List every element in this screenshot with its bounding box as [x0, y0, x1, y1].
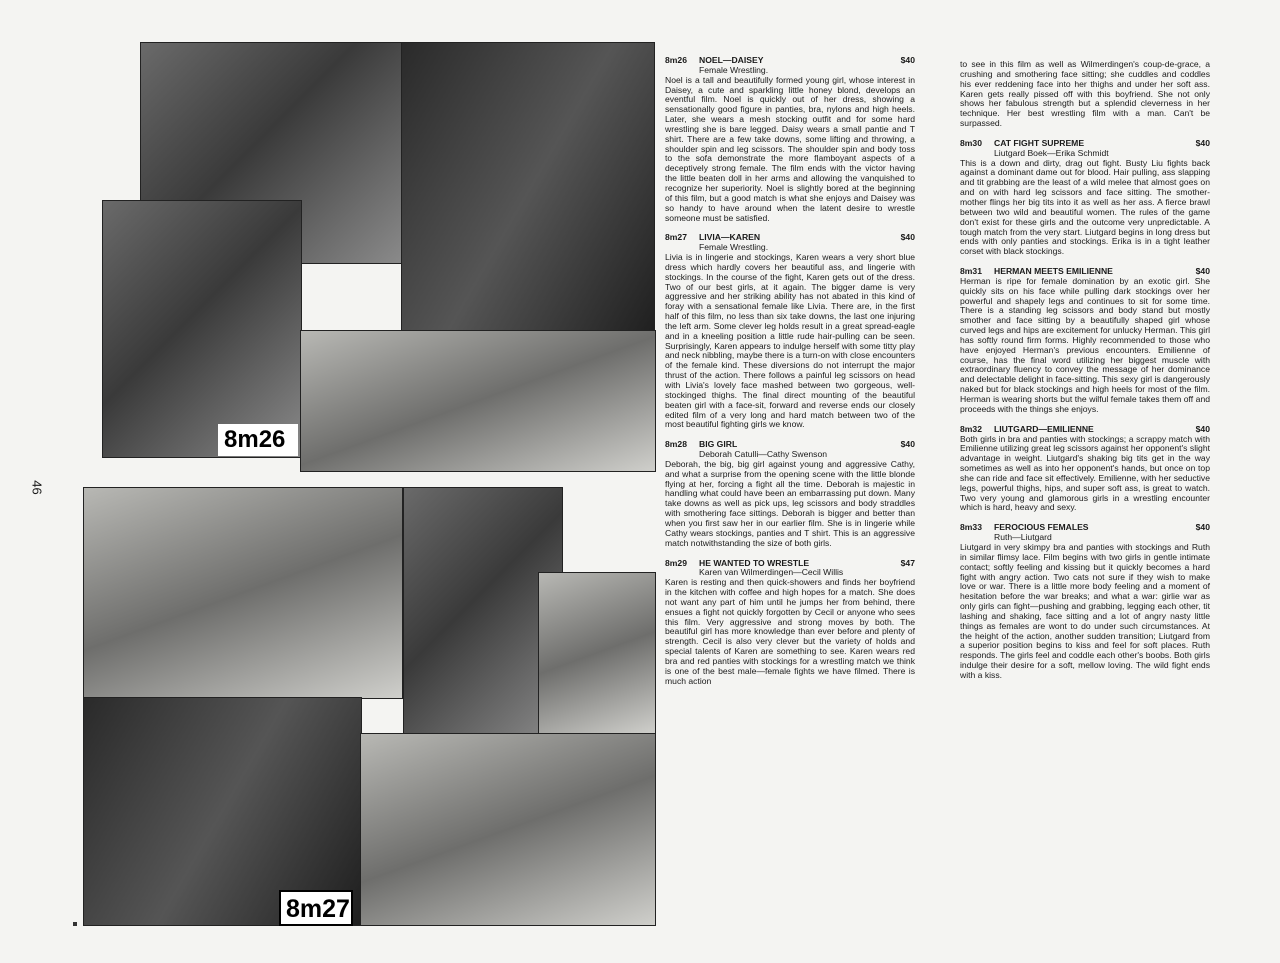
entry-description: This is a down and dirty, drag out fight. Busty Liu fights back against a dominant dame out for blood. Hair pulling, ass slapping and tit grabbing are the least of a wild melee that almost goes on and on with hard leg scissors and face sitting. The smother-mother flings her big tits into it as well as her ass. A fierce brawl between two wild and beautiful women. The rules of the game don't exist for these girls and the outcome very unpredictable. A tough match from the very start. Liutgard begins in long dress but ends with only panties and stockings. Erika is in a tight leather corset with black stockings.	[960, 157, 1210, 257]
photo-wrestlers-standing	[401, 42, 655, 344]
entry-subtitle: Female Wrestling.	[699, 242, 769, 253]
entry-description: Liutgard in very skimpy bra and panties with stockings and Ruth in similar flimsy lace. Film begins with two girls in gentle intimate contact; softly feeling and kissing but it quickly becomes a hard fight with angry action. Two cats not sure if they wish to make love or war. There is a little more body feeling and a moment of hesitation before the war breaks; and what a war: girlie war as only girls can fight—pushing and grabbing, legging each other, tit lashing and shaking, face sitting and a lot of angry nasty little things as females are wont to do under such circumstances. At the height of the action, another sudden transition; Liutgard from a superior position begins to kiss and feel for soft places. Ruth responds. The girls feel and coddle each other's boobs. Both girls indulge their desire for a soft, mellow loving. The wild fight ends with a kiss.	[960, 541, 1210, 680]
entry-subtitle: Karen van Wilmerdingen—Cecil Willis	[699, 567, 844, 578]
entry-code: 8m28	[665, 439, 687, 450]
entry-description: Livia is in lingerie and stockings, Karen wears a very short blue dress which hardly covers her beautiful ass, and lingerie with stockings. In the course of the fight, Karen gets out of the dress. Two of our best girls, at it again. The bigger dame is very aggressive and her striking ability has not abated in this kind of foray with a sensational female like Livia. There are, in the first half of this film, no less than six take downs, the last one injuring the left arm. Some clever leg holds result in a great spread-eagle and in a kneeling position a little rude hair-pulling can be seen. Surprisingly, Karen appears to indulge herself with some titty play and neck nibbling, maybe there is a turn-on with close encounters of the female kind. These diversions do not interrupt the major thrust of the action. There follows a painful leg scissors on head with Livia's lovely face mashed between two gorgeous, well-stockinged thighs. The final direct mounting of the beautiful beaten girl with a face-sit, forward and reverse ends our closely edited film of a very long and hard match between two of the most beautiful fighting girls we know.	[665, 252, 915, 430]
entry-code: 8m31	[960, 266, 982, 277]
catalog-entry	[665, 56, 915, 223]
photo-label-8m26: 8m26	[218, 424, 298, 456]
catalog-entry	[960, 267, 1210, 415]
catalog-entry	[960, 523, 1210, 681]
catalog-entry	[665, 440, 915, 548]
entry-subtitle: Liutgard Boek—Erika Schmidt	[994, 147, 1109, 158]
entry-price: $40	[1195, 423, 1210, 434]
photo-girl-on-carpet	[83, 487, 403, 699]
entry-description: Herman is ripe for female domination by an exotic girl. She quickly sits on his face while pulling dark stockings over her powerful and shapely legs and continues to sit for some time. There is a standing leg scissors and body stand but mostly smother and face sitting by a beautifully shaped girl whose curved legs and hips are excitement for unlucky Herman. This girl has softly round firm forms. Highly recommended to those who have enjoyed Herman's previous encounters. Emilienne of course, has the final word utilizing her biggest muscle with extraordinary fluency to convey the message of her dominance and delectable delight in face-sitting. This sexy girl is dangerously naked but for black stockings and high heels for most of the film. Herman is wearing shorts but the wilful female takes them off and proceeds with the things she enjoys.	[960, 275, 1210, 414]
catalog-entry	[960, 425, 1210, 514]
entry-title: FEROCIOUS FEMALES	[994, 522, 1089, 533]
photo-girl-in-lingerie	[538, 572, 656, 734]
entry-price: $40	[1195, 522, 1210, 533]
entry-description: Both girls in bra and panties with stockings; a scrappy match with Emilienne utilizing great leg scissors against her opponent's slight advantage in weight. Liutgard's shaking big tits get in the way sometimes as well as into her opponent's hands, but once on top she can ride and face sit effectively. Emilienne, with her seductive legs, powerful thighs, hips, and super soft ass, is great to watch. Two very young and glamorous girls in a wrestling encounter which is hard, heavy and sexy.	[960, 433, 1210, 513]
photo-floor-wrestling	[102, 200, 302, 458]
margin-mark	[73, 922, 77, 926]
entry-title: BIG GIRL	[699, 439, 738, 450]
entry-code: 8m29	[665, 557, 687, 568]
entry-title: LIVIA—KAREN	[699, 232, 761, 243]
entry-title: CAT FIGHT SUPREME	[994, 137, 1085, 148]
entry-code: 8m27	[665, 232, 687, 243]
entry-subtitle: Female Wrestling.	[699, 64, 769, 75]
entry-title: HE WANTED TO WRESTLE	[699, 557, 810, 568]
text-column-left	[665, 56, 915, 696]
catalog-entry	[960, 139, 1210, 257]
page-number: 46	[29, 480, 45, 495]
entry-description: Deborah, the big, big girl against young and aggressive Cathy, and what a surprise from the opening scene with the little blonde flying at her, forcing a fight all the time. Deborah is majestic in handling what could have been an embarrassing put down. Many take downs as well as pick ups, leg scissors and body straddles with smothering face sittings. Deborah is bigger and better than when you first saw her in our earlier film. She is in lingerie while Cathy wears stockings, panties and T shirt. This is an aggressive match notwithstanding the size of both girls.	[665, 458, 915, 548]
photo-label-8m27: 8m27	[279, 890, 353, 926]
catalog-entry	[665, 559, 915, 687]
entry-price: $40	[900, 232, 915, 243]
photo-pinned-on-carpet	[360, 733, 656, 926]
entry-price: $40	[1195, 266, 1210, 277]
entry-code: 8m32	[960, 423, 982, 434]
entry-price: $40	[1195, 137, 1210, 148]
entry-code: 8m30	[960, 137, 982, 148]
entry-code: 8m26	[665, 55, 687, 65]
entry-description: Noel is a tall and beautifully formed young girl, whose interest in Daisey, a cute and sparkling little honey blond, develops an eventful film. Noel is quickly out of her dress, showing a sensationally good figure in panties, bra, nylons and high heels. Later, she wears a mesh stocking outfit and for some hard wrestling she is bare legged. Daisy wears a small pantie and T shirt. There are a few take downs, some lifting and throwing, a shoulder spin and leg scissors. The shoulder spin and body toss to the sofa demonstrate the more flamboyant aspects of a deceptively strong female. The film ends with the victor having the little beaten doll in her arms and allowing the vanquished to recognize her superiority. Noel is slightly bored at the beginning of this film, but a good match is what she enjoys and Daisey was so handy to have around when the latent desire to wrestle someone must be satisfied.	[665, 74, 915, 223]
entry-price: $40	[900, 55, 915, 65]
entry-price: $40	[900, 439, 915, 450]
entry-description: Karen is resting and then quick-showers and finds her boyfriend in the kitchen with coffee and high hopes for a match. She does not want any part of him until he jumps her from behind, there ensues a fight not quickly forgotten by Cecil or anyone who sees this film. Very aggressive and strong moves by both. The beautiful girl has more knowledge than ever before and plenty of strength. Cecil is also very clever but the variety of holds and special talents of Karen are something to see. Karen wears red bra and red panties with stockings for a wrestling match we think is one of the best male—female fights we have filmed. There is much action	[665, 577, 915, 686]
continued-description: to see in this film as well as Wilmerdingen's coup-de-grace, a crushing and smothering face sitting; she cuddles and coddles his ever reddening face into her thighs and under her soft ass. Karen gets really pissed off with this boyfriend. She not only shows her fabulous strength but a splendid cleverness in her technique. Her best wrestling film with a man. Can't be surpassed.	[960, 59, 1210, 129]
entry-subtitle: Ruth—Liutgard	[994, 532, 1052, 543]
entry-subtitle: Deborah Catulli—Cathy Swenson	[699, 449, 828, 460]
entry-title: HERMAN MEETS EMILIENNE	[994, 266, 1113, 277]
entry-price: $47	[900, 557, 915, 568]
photo-couple-on-floor	[300, 330, 656, 472]
entry-title: LIUTGARD—EMILIENNE	[994, 423, 1094, 434]
catalog-entry	[665, 233, 915, 430]
entry-title: NOEL—DAISEY	[699, 55, 764, 65]
text-column-right	[960, 60, 1210, 691]
entry-code: 8m33	[960, 522, 982, 533]
